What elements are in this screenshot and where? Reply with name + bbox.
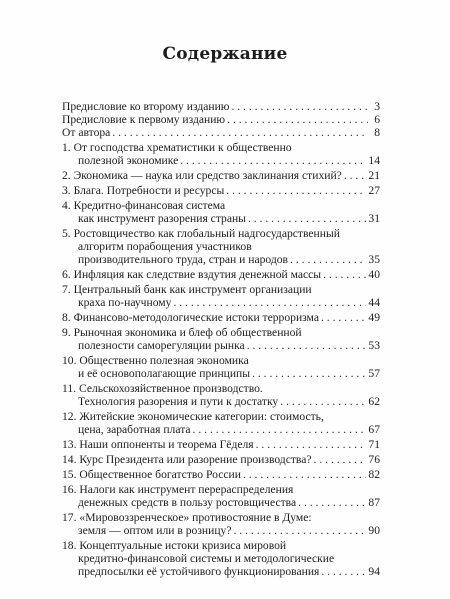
toc-entry-text: как инструмент разорения страны <box>78 212 246 225</box>
toc-entry-line <box>62 169 380 182</box>
toc-entry <box>62 227 380 266</box>
dot-leader <box>234 524 367 537</box>
toc-entry-text: производительного труда, стран и народов <box>78 253 289 266</box>
toc-entry <box>62 113 380 126</box>
dot-leader <box>248 212 366 225</box>
toc-page-number: 44 <box>368 296 380 309</box>
toc-entry-line <box>62 468 380 481</box>
toc-entry-line <box>62 240 380 253</box>
toc-page-number: 90 <box>368 524 380 537</box>
toc-entry-line <box>62 496 380 509</box>
toc-page-number: 67 <box>368 423 380 436</box>
dot-leader <box>290 253 366 266</box>
toc-page-number: 57 <box>368 367 380 380</box>
dot-leader <box>314 453 367 466</box>
toc-entry-text: краха по-научному <box>78 296 172 309</box>
dot-leader <box>226 184 366 197</box>
toc-entry-text: Технология разорения и пути к достатку <box>78 395 279 408</box>
toc-entry <box>62 268 380 281</box>
toc-page-number: 71 <box>368 438 380 451</box>
toc-entry-text: 9. Рыночная экономика и блеф об общественной <box>62 326 302 339</box>
toc-entry-line <box>62 253 380 266</box>
toc-page-number: 53 <box>368 339 380 352</box>
toc-entry-text: полезной экономике <box>78 154 179 167</box>
toc-entry-line <box>62 524 380 537</box>
dot-leader <box>323 268 366 281</box>
toc-entry-text: 4. Кредитно-финансовая система <box>62 199 226 212</box>
toc-entry <box>62 311 380 324</box>
toc-entry-text: денежных средств в пользу ростовщичества <box>78 496 297 509</box>
toc-page-number: 8 <box>374 126 380 139</box>
toc-entry <box>62 184 380 197</box>
toc-entry-line <box>62 565 380 578</box>
toc-entry-line <box>62 423 380 436</box>
toc-entry <box>62 511 380 537</box>
toc-entry-line <box>62 395 380 408</box>
toc-entry-text: и её основополагающие принципы <box>78 367 251 380</box>
toc-entry-text: предпосылки её устойчивого функционирования <box>78 565 320 578</box>
toc-entry <box>62 283 380 309</box>
dot-leader <box>321 311 366 324</box>
toc-entry-line <box>62 382 380 395</box>
toc-entry <box>62 126 380 139</box>
toc-entry-line <box>62 311 380 324</box>
dot-leader <box>243 468 366 481</box>
toc-entry-text: 12. Житейские экономические категории: стоимость, <box>62 410 324 423</box>
toc-entry-line <box>62 354 380 367</box>
toc-page-number: 62 <box>368 395 380 408</box>
toc-entry-text: 15. Общественное богатство России <box>62 468 241 481</box>
toc-entry-line <box>62 184 380 197</box>
toc-entry-line <box>62 410 380 423</box>
dot-leader <box>227 113 368 126</box>
toc-entry-text: 6. Инфляция как следствие вздутия денежной массы <box>62 268 322 281</box>
toc-entry <box>62 100 380 113</box>
dot-leader <box>180 154 366 167</box>
dot-leader <box>247 339 367 352</box>
toc-entry-text: От автора <box>62 126 111 139</box>
toc-entry-line <box>62 154 380 167</box>
toc-page-number: 21 <box>368 169 380 182</box>
toc-entry-line <box>62 339 380 352</box>
toc-entry-text: 10. Общественно полезная экономика <box>62 354 249 367</box>
toc-entry-text: 11. Сельскохозяйственное производство. <box>62 382 263 395</box>
toc-entry <box>62 141 380 167</box>
dot-leader <box>256 438 367 451</box>
toc-page-number: 82 <box>368 468 380 481</box>
toc-entry-line <box>62 141 380 154</box>
toc-entry <box>62 539 380 578</box>
toc-entry-line <box>62 100 380 113</box>
toc-entry-line <box>62 367 380 380</box>
toc-entry-text: 1. От господства хрематистики к общественно <box>62 141 292 154</box>
page-title: Содержание <box>162 44 288 64</box>
toc-page-number: 49 <box>368 311 380 324</box>
toc-entry-text: полезности саморегуляции рынка <box>78 339 245 352</box>
toc-entry-line <box>62 453 380 466</box>
toc-page-number: 14 <box>368 154 380 167</box>
toc-entry-text: земля — оптом или в розницу? <box>78 524 232 537</box>
toc-page-number: 27 <box>368 184 380 197</box>
toc-entry-text: Предисловие к первому изданию <box>62 113 226 126</box>
toc-entry-line <box>62 212 380 225</box>
toc-entry-line <box>62 483 380 496</box>
toc-entry-line <box>62 511 380 524</box>
toc-page-number: 35 <box>368 253 380 266</box>
toc-entry-text: 3. Блага. Потребности и ресурсы <box>62 184 225 197</box>
toc-entry-line <box>62 552 380 565</box>
toc-page-number: 87 <box>368 496 380 509</box>
toc-page-number: 3 <box>374 100 380 113</box>
toc-page-number: 94 <box>368 565 380 578</box>
toc-entry-text: 8. Финансово-методологические истоки терроризма <box>62 311 319 324</box>
toc-entry <box>62 453 380 466</box>
toc-page-number: 40 <box>368 268 380 281</box>
toc-entry-text: 14. Курс Президента или разорение производства? <box>62 453 312 466</box>
toc-entry-text: алгоритм порабощения участников <box>78 240 252 253</box>
toc-entry-line <box>62 326 380 339</box>
toc-entry-line <box>62 296 380 309</box>
dot-leader <box>280 395 366 408</box>
toc-entry-text: 17. «Мировоззренческое» противостояние в Думе: <box>62 511 312 524</box>
toc-entry-text: 7. Центральный банк как инструмент организации <box>62 283 312 296</box>
dot-leader <box>344 169 367 182</box>
toc-entry-text: цена, заработная плата <box>78 423 191 436</box>
dot-leader <box>321 565 366 578</box>
toc-entry-line <box>62 227 380 240</box>
toc-entry <box>62 468 380 481</box>
toc-entry <box>62 438 380 451</box>
toc-page-number: 76 <box>368 453 380 466</box>
toc-entry-line <box>62 283 380 296</box>
toc-entry-line <box>62 113 380 126</box>
toc-entry <box>62 382 380 408</box>
toc-entry <box>62 483 380 509</box>
toc-entry-line <box>62 438 380 451</box>
toc-entry-text: 5. Ростовщичество как глобальный надгосударственный <box>62 227 340 240</box>
toc-entry <box>62 354 380 380</box>
toc-entry-text: 16. Налоги как инструмент перераспределения <box>62 483 294 496</box>
toc-entry <box>62 410 380 436</box>
toc-entry-line <box>62 199 380 212</box>
toc-page-number: 6 <box>374 113 380 126</box>
toc-entry-text: кредитно-финансовой системы и методологические <box>78 552 335 565</box>
toc-entry <box>62 326 380 352</box>
dot-leader <box>112 126 368 139</box>
toc-entry-text: 2. Экономика — наука или средство заклинания стихий? <box>62 169 342 182</box>
toc-entry-text: 13. Наши оппоненты и теорема Гёделя <box>62 438 254 451</box>
dot-leader <box>298 496 366 509</box>
toc-entry <box>62 199 380 225</box>
dot-leader <box>193 423 367 436</box>
dot-leader <box>252 367 366 380</box>
toc-entry-line <box>62 539 380 552</box>
table-of-contents <box>62 100 380 578</box>
dot-leader <box>173 296 366 309</box>
toc-entry <box>62 169 380 182</box>
toc-page-number: 31 <box>368 212 380 225</box>
toc-entry-text: Предисловие ко второму изданию <box>62 100 230 113</box>
dot-leader <box>231 100 368 113</box>
toc-entry-line <box>62 126 380 139</box>
toc-entry-line <box>62 268 380 281</box>
toc-entry-text: 18. Концептуальные истоки кризиса мировой <box>62 539 287 552</box>
